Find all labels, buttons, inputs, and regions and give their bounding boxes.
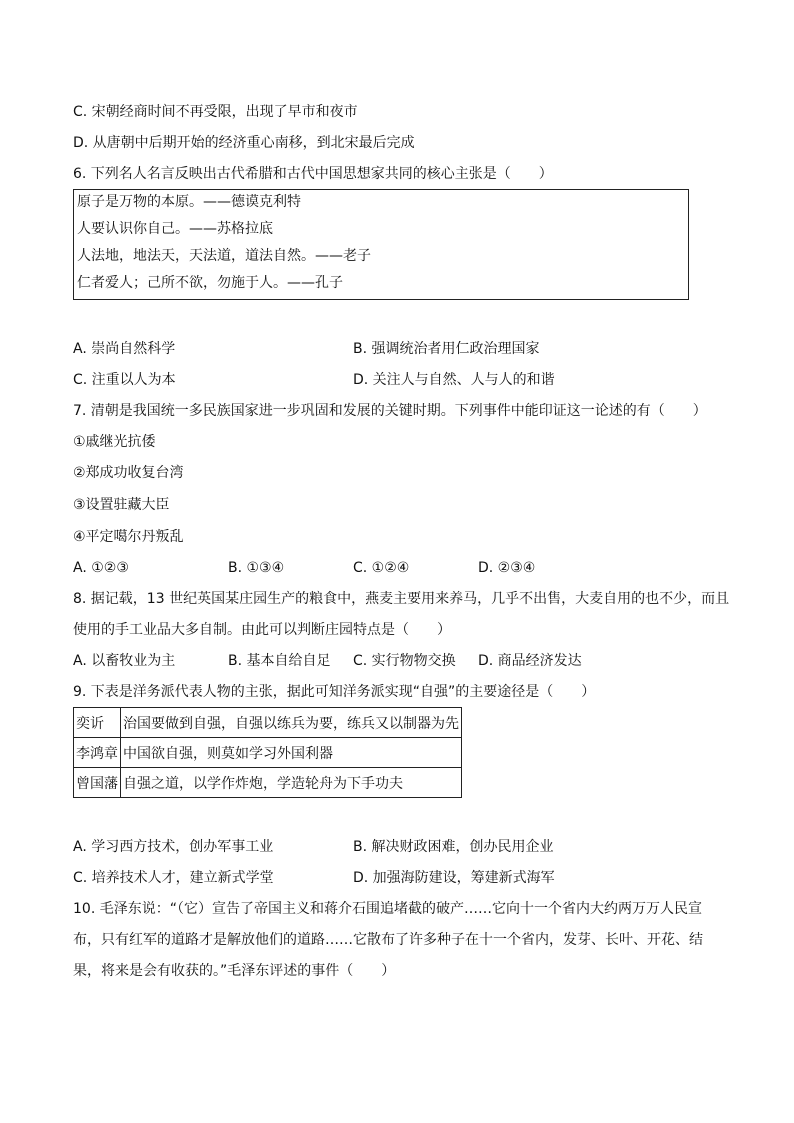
q9-stem: 9. 下表是洋务派代表人物的主张，据此可知洋务派实现“自强”的主要途径是（ ） — [73, 684, 596, 700]
q7-option-d: D. ②③④ — [478, 560, 536, 576]
q8-stem-line-1: 8. 据记载，13 世纪英国某庄园生产的粮食中，燕麦主要用来养马，几乎不出售，大麦自用的也不少，而且 — [73, 591, 730, 607]
q6-quote-3: 人法地，地法天，天法道，道法自然。——老子 — [77, 248, 371, 264]
q7-option-a: A. ①②③ — [73, 560, 129, 576]
q6-option-b: B. 强调统治者用仁政治理国家 — [353, 341, 540, 357]
q6-option-a: A. 崇尚自然科学 — [73, 341, 176, 357]
q8-option-b: B. 基本自给自足 — [228, 653, 331, 669]
q9-claim-2: 中国欲自强，则莫如学习外国利器 — [121, 738, 462, 768]
q7-item-1: ①戚继光抗倭 — [73, 434, 156, 450]
table-row — [74, 768, 462, 798]
q8-option-c: C. 实行物物交换 — [353, 653, 456, 669]
q6-option-c: C. 注重以人为本 — [73, 372, 176, 388]
q9-person-3: 曾国藩 — [74, 768, 121, 798]
q6-quote-1: 原子是万物的本原。——德谟克利特 — [77, 194, 301, 210]
q7-option-c: C. ①②④ — [353, 560, 410, 576]
q7-stem: 7. 清朝是我国统一多民族国家进一步巩固和发展的关键时期。下列事件中能印证这一论述的有（ ） — [73, 403, 707, 419]
table-row — [74, 708, 462, 738]
q8-stem-line-2: 使用的手工业品大多自制。由此可以判断庄园特点是（ ） — [73, 622, 451, 638]
q10-stem-line-3: 果，将来是会有收获的。”毛泽东评述的事件（ ） — [73, 963, 396, 979]
q7-option-b: B. ①③④ — [228, 560, 285, 576]
q6-option-d: D. 关注人与自然、人与人的和谐 — [353, 372, 555, 388]
q8-option-a: A. 以畜牧业为主 — [73, 653, 176, 669]
q9-option-d: D. 加强海防建设，筹建新式海军 — [353, 870, 555, 886]
q9-table — [73, 707, 462, 798]
q6-stem: 6. 下列名人名言反映出古代希腊和古代中国思想家共同的核心主张是（ ） — [73, 166, 553, 182]
q7-item-2: ②郑成功收复台湾 — [73, 465, 184, 481]
q7-item-3: ③设置驻藏大臣 — [73, 497, 170, 513]
q9-option-a: A. 学习西方技术，创办军事工业 — [73, 839, 274, 855]
q9-claim-3: 自强之道，以学作炸炮，学造轮舟为下手功夫 — [121, 768, 462, 798]
q6-quote-box — [73, 189, 689, 300]
q9-option-c: C. 培养技术人才，建立新式学堂 — [73, 870, 274, 886]
q9-option-b: B. 解决财政困难，创办民用企业 — [353, 839, 554, 855]
q6-quote-4: 仁者爱人；己所不欲，勿施于人。——孔子 — [77, 275, 343, 291]
table-row — [74, 738, 462, 768]
q6-quote-2: 人要认识你自己。——苏格拉底 — [77, 221, 273, 237]
q9-person-1: 奕䜣 — [74, 708, 121, 738]
q8-option-d: D. 商品经济发达 — [478, 653, 582, 669]
q5-option-d: D. 从唐朝中后期开始的经济重心南移，到北宋最后完成 — [73, 135, 415, 151]
q10-stem-line-1: 10. 毛泽东说：“（它）宣告了帝国主义和蒋介石围追堵截的破产……它向十一个省内大约两万万人民宣 — [73, 901, 702, 917]
q9-person-2: 李鸿章 — [74, 738, 121, 768]
q10-stem-line-2: 布，只有红军的道路才是解放他们的道路……它散布了许多种子在十一个省内，发芽、长叶、开花、结 — [73, 932, 703, 948]
q7-item-4: ④平定噶尔丹叛乱 — [73, 529, 184, 545]
q9-claim-1: 治国要做到自强，自强以练兵为要，练兵又以制器为先 — [121, 708, 462, 738]
q5-option-c: C. 宋朝经商时间不再受限，出现了早市和夜市 — [73, 104, 358, 120]
